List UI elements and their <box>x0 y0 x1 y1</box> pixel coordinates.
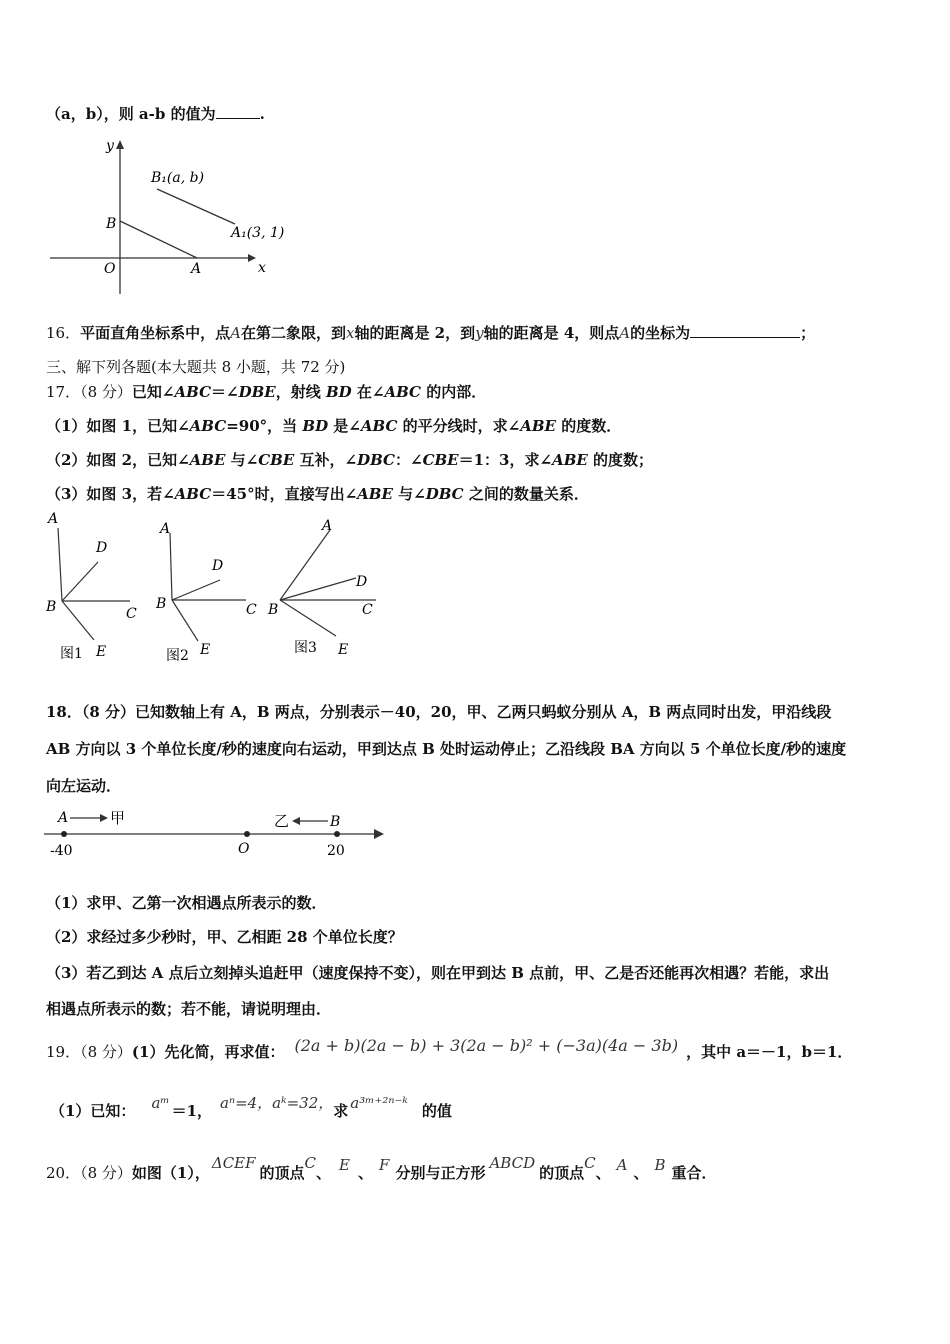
q16-text-4: 轴的距离是 4，则点 <box>483 324 620 342</box>
q15-blank <box>216 104 260 119</box>
q17-points: （8 分） <box>80 383 132 401</box>
caption-fig1: 图1 <box>60 646 83 662</box>
ray-be-3 <box>280 600 336 636</box>
q17-text-3: ，射线 <box>275 383 326 401</box>
figure-15-coordinate-plane <box>44 132 294 302</box>
q20-number: 20． <box>46 1164 81 1182</box>
label-jia: 甲 <box>110 809 126 827</box>
label-b: B <box>330 814 341 830</box>
q16-text-3: 轴的距离是 2，到 <box>354 324 476 342</box>
q17p1-abc-2: ABC <box>360 417 398 435</box>
y-axis-arrow <box>116 140 124 149</box>
q16-text-1: 平面直角坐标系中，点 <box>80 324 231 342</box>
q17p1-d: 的平分线时，求∠ <box>397 417 521 435</box>
q20-text-1: 如图（1）， <box>131 1164 210 1182</box>
ray-ba-1 <box>58 528 62 601</box>
question-20 <box>46 1154 717 1183</box>
q20-b: B <box>654 1156 666 1174</box>
q17-part-1 <box>46 415 621 436</box>
caption-fig3: 图3 <box>294 640 317 656</box>
q17p1-abe: ABE <box>520 417 556 435</box>
q19-end: 的值 <box>421 1102 452 1120</box>
q18-line-3: 向左运动． <box>46 777 122 795</box>
figure-17-3 <box>267 518 376 658</box>
label-c-3: C <box>362 602 373 618</box>
figure-18-number-line <box>40 806 400 864</box>
question-16 <box>46 322 815 343</box>
ray-bd-1 <box>62 562 98 601</box>
q20-sep-4: 、 <box>633 1164 649 1182</box>
label-d-1: D <box>96 540 108 556</box>
question-19 <box>46 1036 853 1062</box>
q16-text-5: 的坐标为 <box>630 324 691 342</box>
number-line-arrow <box>374 829 384 839</box>
label-e-1: E <box>96 644 107 660</box>
point-a-dot <box>61 831 67 837</box>
q15-tail <box>46 103 265 124</box>
q17p2-c: 互补，∠ <box>294 451 358 469</box>
q19-eq-1: ＝1， <box>171 1102 213 1120</box>
q17p2-abe-2: ABE <box>552 451 588 469</box>
q19-number: 19． <box>46 1043 81 1061</box>
q18-part-2: （2）求经过多少秒时，甲、乙相距 28 个单位长度？ <box>46 928 403 946</box>
q18-line-2: AB 方向以 3 个单位长度/秒的速度向右运动，甲到达点 B 处时运动停止；乙沿线段 BA 方向以 5 个单位长度/秒的速度 <box>46 740 847 758</box>
q19-points: （8 分） <box>80 1043 132 1061</box>
label-d-3: D <box>356 574 368 590</box>
q19-a-n-k: aⁿ=4，aᵏ=32， <box>220 1094 334 1112</box>
q20-sep-1: 、 <box>316 1164 332 1182</box>
label-d-2: D <box>212 558 224 574</box>
q17p2-cbe: CBE <box>258 451 295 469</box>
q17-abc-2: ABC <box>384 383 421 401</box>
q16-text-2: 在第二象限，到 <box>240 324 346 342</box>
caption-fig2: 图2 <box>166 648 189 664</box>
ray-bd-2 <box>172 580 220 600</box>
q20-square: ABCD <box>489 1154 536 1172</box>
label-b-1: B <box>46 599 57 615</box>
label-e-3: E <box>338 642 349 658</box>
figure-17-angles <box>40 508 400 668</box>
q19-text-1: (1）先化简，再求值： <box>131 1043 285 1061</box>
q16-end: ； <box>800 324 816 342</box>
q19-text-2: ，其中 a＝－1，b＝1． <box>686 1043 853 1061</box>
q17p1-b: =90°，当 <box>226 417 303 435</box>
label-c-2: C <box>246 602 257 618</box>
q17p1-abc: ABC <box>189 417 227 435</box>
q17p3-abc: ABC <box>174 485 212 503</box>
q18-part-3-line-1: （3）若乙到达 A 点后立刻掉头追赶甲（速度保持不变），则在甲到达 B 点前，甲、乙是否还能再次相遇？若能，求出 <box>46 964 830 982</box>
arrow-jia-head <box>100 814 108 822</box>
q20-sep-3: 、 <box>595 1164 611 1182</box>
label-b: B <box>106 216 117 232</box>
q17p2-e: ＝1：3，求∠ <box>458 451 553 469</box>
q17-part-2 <box>46 449 653 470</box>
q16-blank <box>690 323 800 338</box>
q19-sub-2 <box>50 1094 452 1121</box>
label-b1: B₁(a, b) <box>151 170 205 186</box>
q20-f: F <box>379 1156 390 1174</box>
label-c-1: C <box>126 606 137 622</box>
label-a: A <box>191 261 202 277</box>
q17-dbe: DBE <box>238 383 276 401</box>
q17p1-bd: BD <box>302 417 329 435</box>
q17p2-cbe-2: CBE <box>422 451 459 469</box>
ray-be-2 <box>172 600 198 641</box>
q20-text-5: 重合． <box>671 1164 717 1182</box>
label-y: y <box>106 138 114 154</box>
q18-line-1: 18．（8 分）已知数轴上有 A，B 两点，分别表示－40，20，甲、乙两只蚂蚁分别从 A，B 两点同时出发，甲沿线段 <box>46 703 832 721</box>
q20-c-2: C <box>584 1154 596 1172</box>
q19-given: （1）已知： <box>50 1102 136 1120</box>
q17-text-2: ＝∠ <box>211 383 239 401</box>
q20-triangle: ΔCEF <box>211 1154 256 1172</box>
label-a-1: A <box>48 511 59 527</box>
q17p2-b: 与∠ <box>225 451 259 469</box>
label-a-3: A <box>322 518 333 534</box>
q17-abc: ABC <box>174 383 212 401</box>
q17p3-abe: ABE <box>357 485 393 503</box>
q17p2-f: 的度数； <box>587 451 654 469</box>
q17-bd: BD <box>325 383 352 401</box>
q20-sep-2: 、 <box>358 1164 374 1182</box>
q17-number: 17． <box>46 383 81 401</box>
label-20: 20 <box>327 843 345 859</box>
q20-text-4: 的顶点 <box>539 1164 585 1182</box>
label-o: O <box>238 841 250 857</box>
q17p3-dbc: DBC <box>425 485 464 503</box>
q17p3-b: ＝45°时，直接写出∠ <box>211 485 358 503</box>
q16-y: y <box>475 324 484 342</box>
q19-target: a³ᵐ⁺²ⁿ⁻ᵏ <box>350 1094 408 1112</box>
q20-text-2: 的顶点 <box>259 1164 305 1182</box>
label-a: A <box>58 810 69 826</box>
label-yi: 乙 <box>274 812 290 830</box>
label-minus-40: -40 <box>50 843 73 859</box>
x-axis-arrow <box>248 254 256 262</box>
q20-c: C <box>304 1154 317 1172</box>
q17p2-dbc: DBC <box>357 451 395 469</box>
label-b-3: B <box>268 602 279 618</box>
q16-x: x <box>345 324 355 342</box>
q17-text-4: 在∠ <box>351 383 385 401</box>
q18-part-1: （1）求甲、乙第一次相遇点所表示的数． <box>46 894 327 912</box>
label-a1: A₁(3, 1) <box>231 225 285 241</box>
q17p3-d: 之间的数量关系． <box>463 485 589 503</box>
q16-point-a-2: A <box>619 324 631 342</box>
q20-text-3: 分别与正方形 <box>395 1164 486 1182</box>
q17p3-a: （3）如图 3，若∠ <box>46 485 175 503</box>
ray-ba-3 <box>280 530 330 600</box>
q15-end: . <box>259 105 265 123</box>
q17p2-a: （2）如图 2，已知∠ <box>46 451 190 469</box>
segment-a1b1 <box>157 189 235 224</box>
ray-bd-3 <box>280 578 356 600</box>
q16-number: 16． <box>46 324 81 342</box>
q17-text-1: 已知∠ <box>131 383 175 401</box>
q17p1-e: 的度数． <box>555 417 622 435</box>
question-17 <box>46 381 486 402</box>
q19-expression: (2a + b)(2a − b) + 3(2a − b)² + (−3a)(4a − 3b) <box>294 1036 679 1055</box>
q17-part-3 <box>46 483 589 504</box>
ray-ba-2 <box>170 533 172 600</box>
q20-e: E <box>339 1156 350 1174</box>
q17p2-d: ：∠ <box>394 451 423 469</box>
q17p1-a: （1）如图 1，已知∠ <box>46 417 190 435</box>
figure-17-2 <box>155 521 257 664</box>
label-o: O <box>104 261 116 277</box>
q20-a: A <box>616 1156 628 1174</box>
q20-points: （8 分） <box>80 1164 132 1182</box>
q17p2-abe: ABE <box>189 451 226 469</box>
section-3-header: 三、解下列各题(本大题共 8 小题，共 72 分) <box>46 358 346 376</box>
label-a-2: A <box>160 521 171 537</box>
segment-ab <box>120 221 197 258</box>
label-x: x <box>258 260 266 276</box>
q17p3-c: 与∠ <box>392 485 426 503</box>
q19-a-m: aᵐ <box>151 1094 170 1112</box>
q16-point-a: A <box>230 324 241 342</box>
q15-text: （a，b），则 a-b 的值为 <box>46 105 216 123</box>
figure-17-1 <box>45 511 137 662</box>
label-e-2: E <box>200 642 211 658</box>
q18-part-3-line-2: 相遇点所表示的数；若不能，请说明理由． <box>46 1000 332 1018</box>
q17p1-c: 是∠ <box>328 417 361 435</box>
label-b-2: B <box>156 596 167 612</box>
q17-text-5: 的内部． <box>421 383 487 401</box>
point-o-dot <box>244 831 250 837</box>
point-b-dot <box>334 831 340 837</box>
ray-be-1 <box>62 601 94 640</box>
q19-find: 求 <box>333 1102 349 1120</box>
